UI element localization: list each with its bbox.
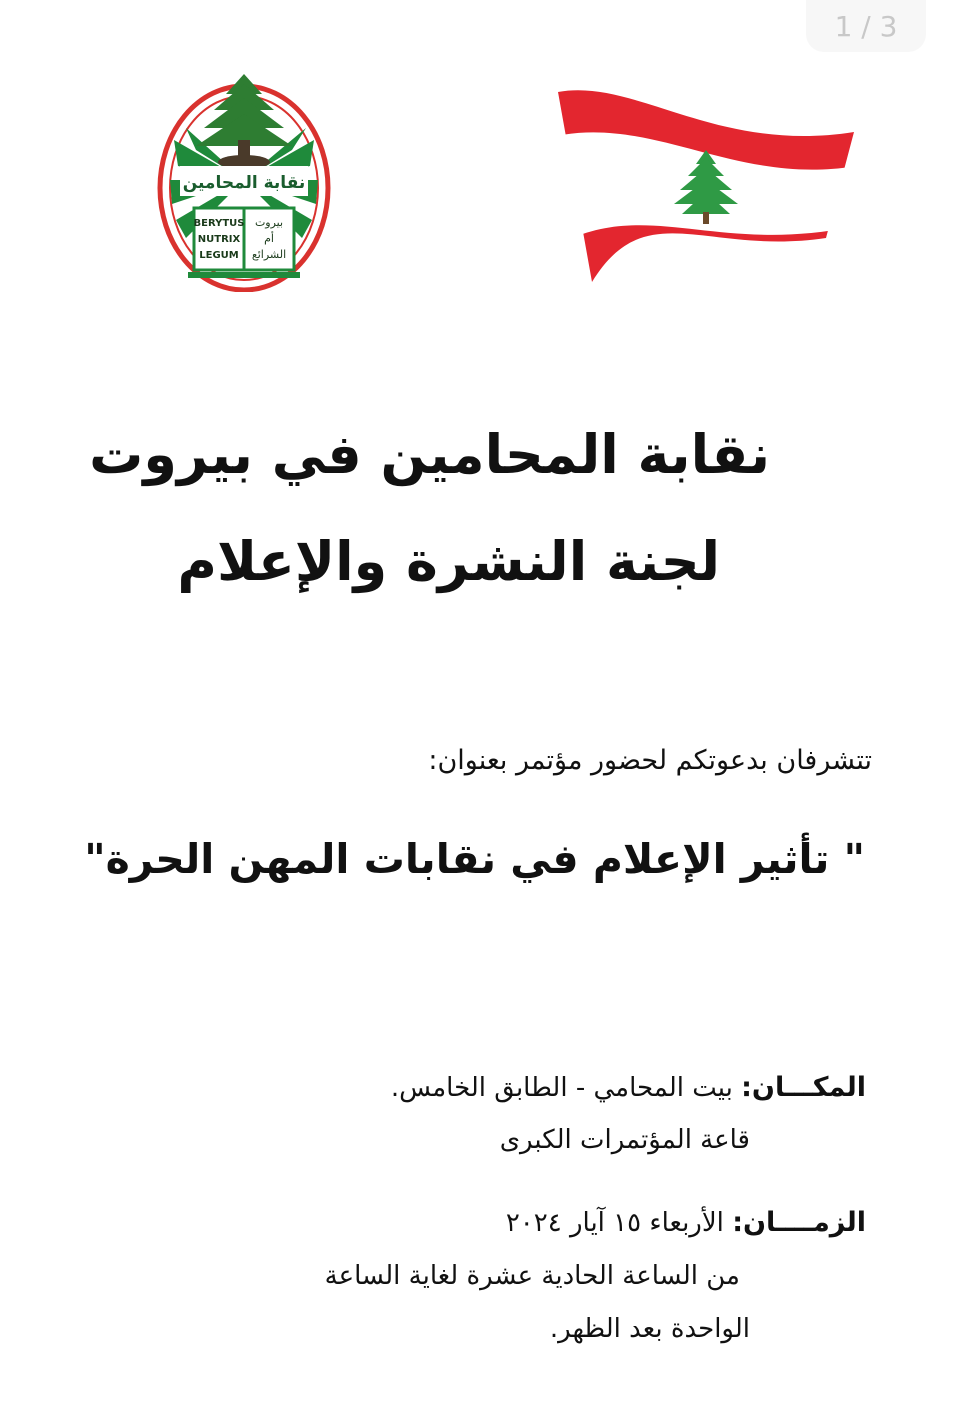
logo-arabic-motto-2: أم	[264, 232, 274, 245]
bar-association-logo	[156, 70, 332, 292]
logo-motto-1: BERYTUS	[193, 218, 245, 229]
logo-arabic-motto-3: الشرائع	[251, 248, 287, 261]
place-label: المكـــان:	[741, 1072, 866, 1103]
place-line	[391, 1072, 866, 1103]
page-indicator: 1 / 3	[806, 0, 926, 52]
time-value: الأربعاء ١٥ آيار ٢٠٢٤	[505, 1208, 724, 1238]
lebanon-flag	[556, 84, 856, 288]
place-value: بيت المحامي - الطابق الخامس.	[390, 1073, 733, 1103]
logo-motto-3: LEGUM	[199, 250, 239, 261]
time-line-2: من الساعة الحادية عشرة لغاية الساعة	[324, 1261, 740, 1291]
conference-title: " تأثير الإعلام في نقابات المهن الحرة"	[84, 835, 865, 883]
time-label: الزمــــان:	[732, 1207, 866, 1238]
logo-arabic-motto-1: بيروت	[254, 216, 284, 229]
place-line-2: قاعة المؤتمرات الكبرى	[499, 1125, 750, 1155]
time-line-3: الواحدة بعد الظهر.	[549, 1314, 750, 1344]
invitation-text: تتشرفان بدعوتكم لحضور مؤتمر بعنوان:	[428, 745, 872, 776]
logo-motto-2: NUTRIX	[197, 234, 241, 245]
time-line	[506, 1207, 866, 1238]
page-subtitle: لجنة النشرة والإعلام	[177, 530, 720, 593]
logo-arabic-name: نقابة المحامين	[182, 173, 306, 193]
page-title: نقابة المحامين في بيروت	[89, 423, 770, 486]
